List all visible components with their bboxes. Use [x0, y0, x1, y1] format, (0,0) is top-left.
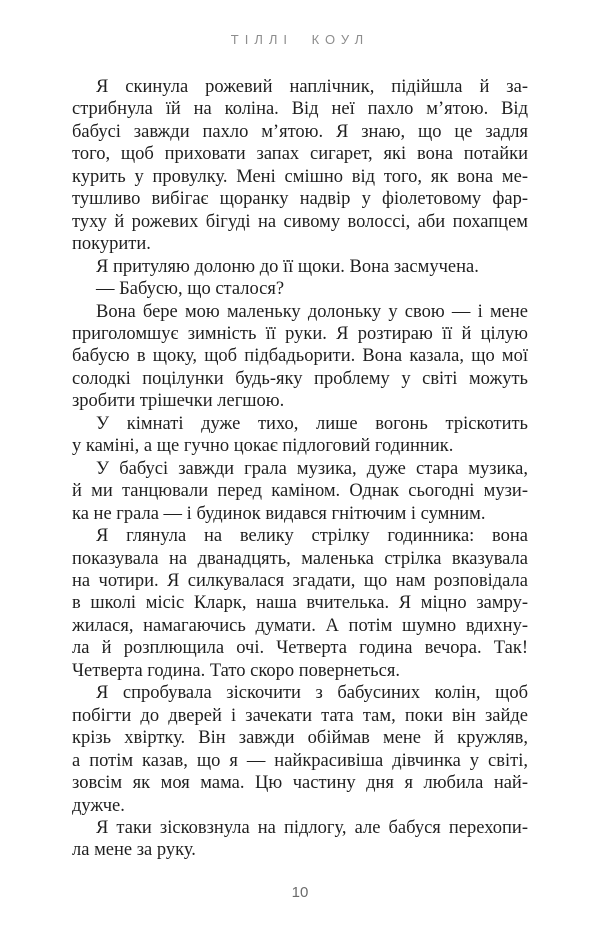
page-number: 10 [291, 884, 309, 901]
text-line: Четверта година. Тато скоро повернеться. [72, 660, 400, 681]
text-line: бабусі завжди пахло м’ятою. Я знаю, що це задля [72, 121, 528, 142]
text-line: ла мене за руку. [72, 840, 196, 861]
paragraph [72, 301, 528, 413]
body-text [72, 76, 528, 862]
text-line: Вона бере мою маленьку долоньку у свою — і мене [96, 301, 528, 322]
text-line: Я притуляю долоню до її щоки. Вона засмучена. [96, 256, 479, 277]
paragraph [72, 278, 528, 300]
text-line: й ми танцювали перед каміном. Однак сьогодні музи- [72, 481, 528, 502]
running-header: ТІЛЛІ КОУЛ [230, 32, 370, 47]
text-line: бабусю в щоку, щоб підбадьорити. Вона казала, що мої [72, 346, 528, 367]
paragraph [72, 256, 528, 278]
text-line: У кімнаті дуже тихо, лише вогонь тріскотить [96, 413, 528, 434]
text-line: ка не грала — і будинок видався гнітючим і сумним. [72, 503, 486, 524]
paragraph [72, 525, 528, 682]
paragraph [72, 682, 528, 817]
text-line: — Бабусю, що сталося? [96, 279, 285, 300]
text-line: показувала на дванадцять, маленька стрілка вказувала [72, 548, 528, 569]
text-line: того, щоб приховати запах сигарет, які вона потайки [72, 144, 528, 165]
text-line: тушливо вибігає щоранку надвір у фіолетовому фар- [72, 189, 528, 210]
text-line: жилася, намагаючись думати. А потім шумно вдихну- [72, 615, 528, 636]
text-line: у каміні, а ще гучно цокає підлоговий годинник. [72, 436, 454, 457]
text-line: на чотири. Я силкувалася згадати, що нам розповідала [72, 570, 528, 591]
text-line: зовсім як моя мама. Цю частину дня я любила най- [72, 773, 528, 794]
text-line: Я глянула на велику стрілку годинника: вона [96, 526, 528, 547]
text-line: в школі місіс Кларк, наша вчителька. Я міцно замру- [72, 593, 528, 614]
text-line: дужче. [72, 795, 125, 816]
text-line: а потім казав, що я — найкрасивіша дівчинка у світі, [72, 750, 528, 771]
text-line: крізь хвіртку. Він завжди обіймав мене й кружляв, [72, 728, 528, 749]
text-line: У бабусі завжди грала музика, дуже стара музика, [96, 458, 528, 479]
text-line: зробити трішечки легшою. [72, 391, 285, 412]
text-line: стрибнула їй на коліна. Від неї пахло м’ятою. Від [72, 99, 528, 120]
text-line: приголомшує зимність її руки. Я розтираю її й цілую [72, 323, 528, 344]
text-line: покурити. [72, 234, 151, 255]
paragraph [72, 458, 528, 525]
text-line: солодкі поцілунки будь-яку проблему у світі можуть [72, 368, 528, 389]
paragraph [72, 413, 528, 458]
text-line: Я скинула рожевий наплічник, підійшла й за- [96, 77, 528, 97]
text-line: Я спробувала зіскочити з бабусиних колін, щоб [96, 683, 528, 704]
text-line: туху й рожевих бігуді на сивому волоссі, аби похапцем [72, 211, 528, 232]
text-line: побігти до дверей і зачекати тата там, поки він зайде [72, 705, 528, 726]
text-line: ла й розплющила очі. Четверта година вечора. Так! [72, 638, 528, 659]
paragraph [72, 76, 528, 256]
text-line: курить у провулку. Мені смішно від того, як вона ме- [72, 166, 528, 187]
paragraph [72, 817, 528, 862]
text-line: Я таки зісковзнула на підлогу, але бабуся перехопи- [96, 817, 528, 838]
